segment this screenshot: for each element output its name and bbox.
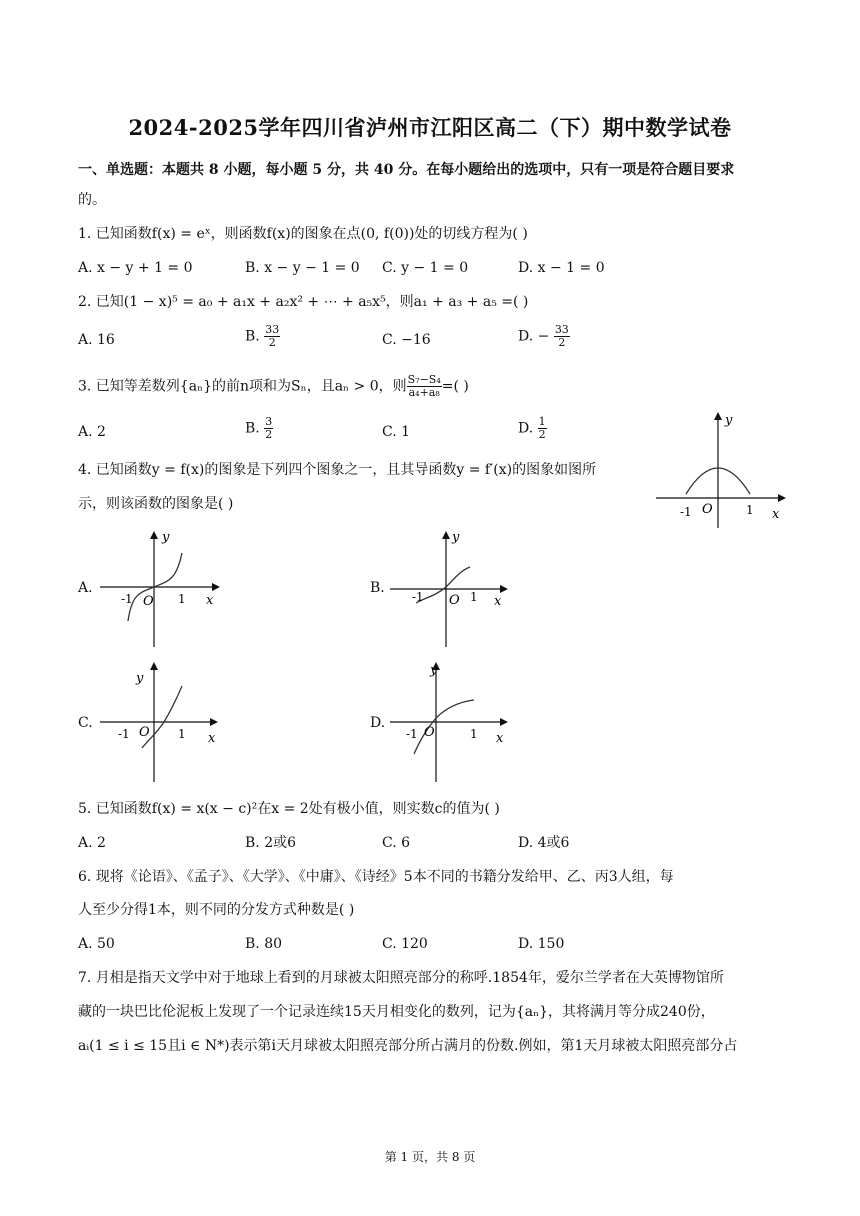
tick-label-neg1: -1 [680,505,692,519]
q6-option-a: A. 50 [78,936,115,952]
q5-option-c: C. 6 [382,835,411,851]
q1-option-c: C. y − 1 = 0 [382,260,469,276]
fraction [407,374,442,399]
fraction-numerator: 3 [265,415,273,428]
q3-stem [78,374,469,399]
q2-option-c: C. −16 [382,332,431,348]
axis-y-label: y [430,663,438,678]
fraction [538,416,547,441]
fraction-numerator: S₇−S₄ [407,373,441,386]
q4-option-b-label: B. [370,580,385,596]
q7-stem-line2: 藏的一块巴比伦泥板上发现了一个记录连续15天月相变化的数列，记为{aₙ}，其将满月等分成240份， [78,1004,715,1020]
axis-x-label: x [206,593,214,608]
tick-label-neg1: -1 [118,727,130,741]
tick-label-1: 1 [470,590,478,604]
option-prefix: B. [245,328,260,345]
fraction [264,416,273,441]
fraction [264,324,280,349]
q1-option-a: A. x − y + 1 = 0 [78,260,193,276]
q1-stem: 1. 已知函数f(x) = eˣ，则函数f(x)的图象在点(0, f(0))处的切线方程为( ) [78,226,528,242]
q3-stem-text: 3. 已知等差数列{aₙ}的前n项和为Sₙ，且aₙ > 0，则 [78,378,407,395]
tick-label-1: 1 [178,592,186,606]
origin-label: O [702,502,713,517]
q4-stem-line2: 示，则该函数的图象是( ) [78,496,234,512]
q5-option-a: A. 2 [78,835,106,851]
origin-label: O [449,593,460,608]
fraction-numerator: 33 [265,323,280,336]
q4-option-c-label: C. [78,715,93,731]
axis-y-label: y [725,413,733,428]
q4-option-d-label: D. [370,715,386,731]
q6-stem-line1: 6. 现将《论语》、《孟子》、《大学》、《中庸》、《诗经》5本不同的书籍分发给甲、乙、丙3人组，每 [78,869,674,885]
tick-label-1: 1 [178,727,186,741]
axis-x-label: x [208,731,216,746]
q4-option-b-graph [386,527,516,649]
q7-stem-line1: 7. 月相是指天文学中对于地球上看到的月球被太阳照亮部分的称呼.1854年，爱尔兰学者在大英博物馆所 [78,970,724,986]
q3-option-d [518,416,547,441]
section-heading-line1: 一、单选题：本题共 8 小题，每小题 5 分，共 40 分。在每小题给出的选项中，只有一项是符合题目要求 [78,162,735,178]
axis-y-label: y [162,530,170,545]
q4-option-d-graph [386,658,516,784]
origin-label: O [143,594,154,609]
derivative-graph [650,408,790,532]
fraction [554,324,570,349]
fraction-denominator: a₄+a₈ [408,386,440,399]
q6-option-d: D. 150 [518,936,565,952]
q1-option-d: D. x − 1 = 0 [518,260,605,276]
page-title: 2024-2025学年四川省泸州市江阳区高二（下）期中数学试卷 [128,115,732,140]
q6-stem-line2: 人至少分得1本，则不同的分发方式种数是( ) [78,902,355,918]
fraction-denominator: 2 [265,428,273,441]
q5-stem: 5. 已知函数f(x) = x(x − c)²在x = 2处有极小值，则实数c的值为( ) [78,801,500,817]
axis-y-label: y [452,530,460,545]
q3-option-a: A. 2 [78,424,106,440]
fraction-numerator: 1 [538,415,546,428]
q4-option-a-graph [96,527,226,649]
q7-stem-line3: aᵢ(1 ≤ i ≤ 15且i ∈ N*)表示第i天月球被太阳照亮部分所占满月的份数.例如，第1天月球被太阳照亮部分占 [78,1038,738,1054]
option-prefix: D. [518,420,534,437]
q2-option-a: A. 16 [78,332,115,348]
q2-option-d [518,324,570,349]
section-heading-line2: 的。 [78,192,106,208]
origin-label: O [424,725,435,740]
option-prefix: B. [245,420,260,437]
q3-option-b [245,416,273,441]
tick-label-neg1: -1 [406,727,418,741]
q3-option-c: C. 1 [382,424,411,440]
tick-label-neg1: -1 [412,590,424,604]
q3-stem-end: =( ) [441,378,469,395]
q2-option-b [245,324,280,349]
q5-option-b: B. 2或6 [245,835,297,851]
fraction-denominator: 2 [558,336,566,349]
axis-x-label: x [496,731,504,746]
axis-x-label: x [772,507,780,522]
axis-x-label: x [494,594,502,609]
option-prefix: D. − [518,328,550,345]
q2-stem: 2. 已知(1 − x)⁵ = a₀ + a₁x + a₂x² + ⋯ + a₅x⁵，则a₁ + a₃ + a₅ =( ) [78,294,529,310]
fraction-denominator: 2 [268,336,276,349]
fraction-numerator: 33 [554,323,569,336]
page-footer: 第 1 页，共 8 页 [384,1150,476,1164]
q6-option-b: B. 80 [245,936,283,952]
tick-label-1: 1 [746,503,754,517]
tick-label-neg1: -1 [121,592,133,606]
axis-y-label: y [136,671,144,686]
tick-label-1: 1 [470,727,478,741]
q1-option-b: B. x − y − 1 = 0 [245,260,360,276]
q5-option-d: D. 4或6 [518,835,570,851]
q4-stem-line1: 4. 已知函数y = f(x)的图象是下列四个图象之一，且其导函数y = f′(x)的图象如图所 [78,462,597,478]
q4-option-c-graph [96,658,226,784]
q4-option-a-label: A. [78,580,93,596]
origin-label: O [139,725,150,740]
fraction-denominator: 2 [538,428,546,441]
q6-option-c: C. 120 [382,936,428,952]
